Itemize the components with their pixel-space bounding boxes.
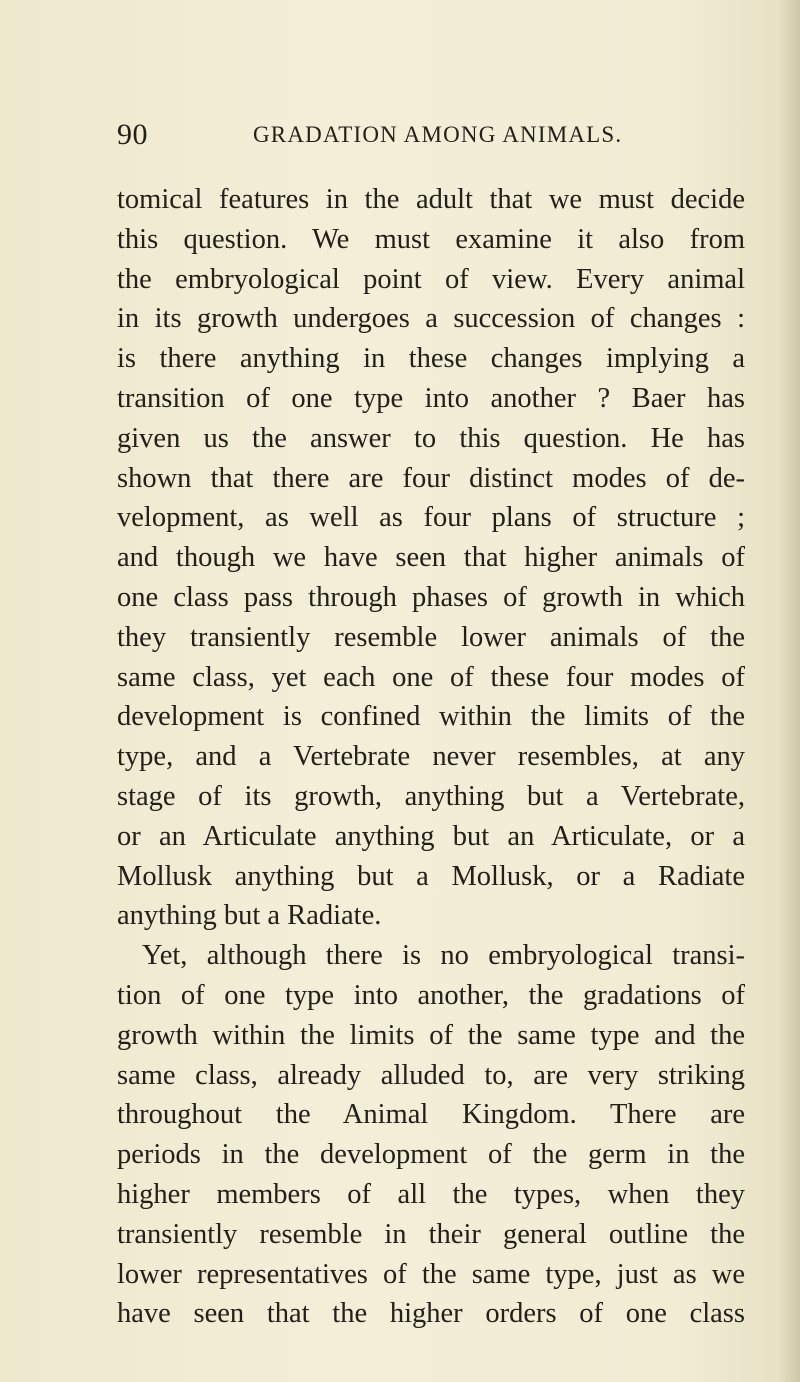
text-line: have seen that the higher orders of one class [117, 1298, 745, 1330]
text-line: given us the answer to this question. He has [117, 422, 745, 454]
text-line: tomical features in the adult that we must decide [117, 184, 745, 215]
text-line: same class, yet each one of these four modes of [117, 661, 745, 693]
text-line: tion of one type into another, the gradations of [117, 979, 745, 1011]
text-line: velopment, as well as four plans of structure ; [117, 502, 745, 534]
text-line: is there anything in these changes implying a [117, 343, 745, 375]
text-line: periods in the development of the germ in the [117, 1139, 745, 1171]
text-line: one class pass through phases of growth in which [117, 581, 745, 613]
text-line: or an Articulate anything but an Articulate, or a [117, 820, 745, 852]
page-number: 90 [117, 118, 148, 151]
page-edge-shadow [778, 0, 800, 1382]
text-line: transiently resemble in their general outline the [117, 1218, 745, 1250]
text-line: in its growth undergoes a succession of changes : [117, 303, 745, 335]
text-line: Mollusk anything but a Mollusk, or a Radiate [117, 860, 745, 892]
text-line: shown that there are four distinct modes of de- [117, 462, 745, 494]
paragraph-end-line: anything but a Radiate. [117, 900, 382, 932]
running-title: GRADATION AMONG ANIMALS. [253, 122, 623, 147]
text-line: this question. We must examine it also from [117, 223, 745, 255]
text-line: and though we have seen that higher animals of [117, 542, 745, 574]
paragraph-start-line: Yet, although there is no embryological transi- [142, 940, 745, 972]
text-line: development is confined within the limits of the [117, 701, 745, 733]
text-line: higher members of all the types, when they [117, 1178, 745, 1210]
text-line: transition of one type into another ? Baer has [117, 382, 745, 414]
text-line: throughout the Animal Kingdom. There are [117, 1099, 745, 1131]
running-head [117, 118, 717, 158]
text-line: lower representatives of the same type, just as we [117, 1258, 745, 1290]
body-text [117, 180, 745, 1334]
text-line: the embryological point of view. Every animal [117, 263, 745, 295]
text-line: same class, already alluded to, are very striking [117, 1059, 745, 1091]
text-line: stage of its growth, anything but a Vertebrate, [117, 780, 745, 812]
text-line: type, and a Vertebrate never resembles, at any [117, 741, 745, 773]
text-line: growth within the limits of the same type and the [117, 1019, 745, 1051]
text-line: they transiently resemble lower animals of the [117, 621, 745, 653]
